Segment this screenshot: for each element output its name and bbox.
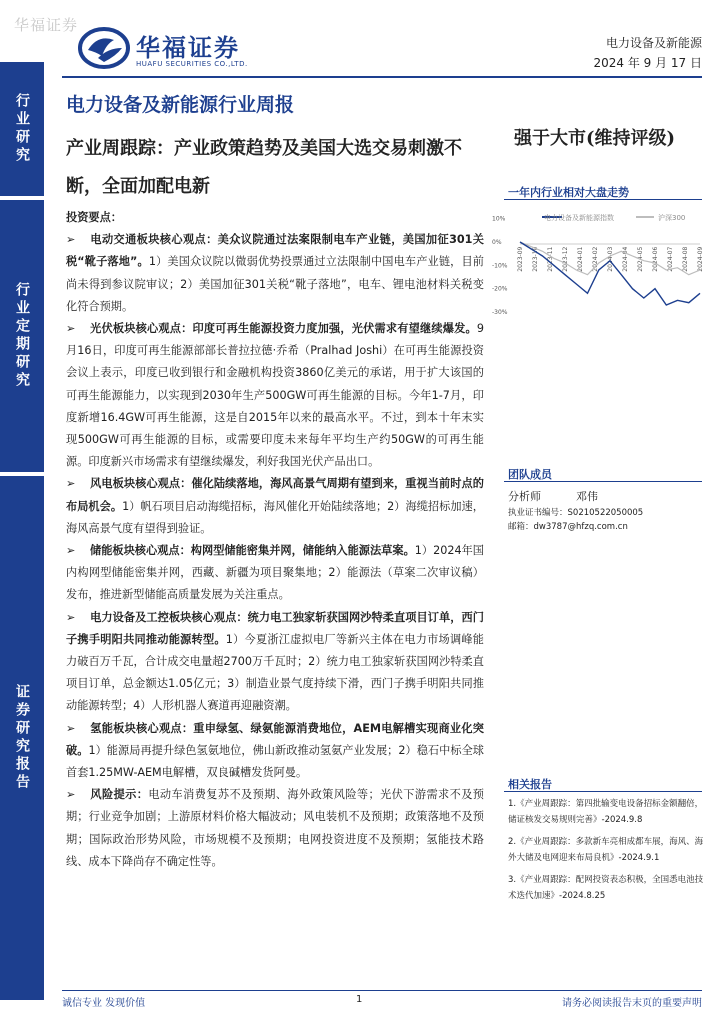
- key-point-text: 1）2024年国内构网型储能密集并网，西藏、新疆为项目聚集地；2）能源法（草案二次审议稿）发布，推进新型储能高质量发展为关注重点。: [66, 544, 484, 602]
- key-point-head: 风电板块核心观点：催化陆续落地，海风高景气周期有望到来，重视当前时点的布局机会。: [66, 477, 484, 513]
- y-tick-label: -30%: [492, 309, 508, 316]
- footer-divider: [62, 990, 702, 991]
- related-reports: [508, 796, 706, 904]
- key-point-head: 氢能板块核心观点：重申绿氢、绿氨能源消费地位，AEM电解槽实现商业化突破。: [66, 721, 484, 757]
- chart-heading: 一年内行业相对大盘走势: [508, 186, 629, 199]
- brand-name-en: HUAFU SECURITIES CO.,LTD.: [136, 60, 248, 68]
- key-point-head: 储能板块核心观点：构网型储能密集并网，储能纳入能源法草案。: [90, 544, 415, 558]
- y-tick-label: 0%: [492, 239, 502, 246]
- x-tick-label: 2024-02: [592, 246, 599, 272]
- bullet-arrow-icon: ➢: [66, 233, 76, 247]
- header-date: 2024 年 9 月 17 日: [593, 56, 702, 70]
- x-tick-label: 2024-06: [652, 246, 659, 272]
- related-heading-divider: [504, 791, 702, 792]
- analyst-role: 分析师: [508, 490, 541, 503]
- related-report-item[interactable]: 3.《产业周跟踪：配网投资表态积极，全国悉电池技术迭代加速》-2024.8.25: [508, 875, 704, 901]
- cert-number: S0210522050005: [567, 508, 644, 518]
- sidebar-mid-label: 行业定期研究: [14, 282, 30, 390]
- key-point-item: [66, 607, 484, 718]
- key-point-item: [66, 718, 484, 785]
- key-point-text: 1）帆石项目启动海缆招标，海风催化开始陆续落地；2）海缆招标加速，海风高景气度有望得到验证。: [66, 499, 484, 535]
- bullet-arrow-icon: ➢: [66, 477, 76, 491]
- email-row: [508, 520, 628, 532]
- page-number: 1: [356, 994, 363, 1005]
- huafu-logo-icon: [78, 26, 130, 70]
- team-heading-divider: [504, 481, 702, 482]
- legend-industry: 电力设备及新能源指数: [544, 214, 614, 222]
- rating: 强于大市(维持评级): [514, 128, 676, 149]
- header-divider: [62, 76, 702, 78]
- legend-csi300: 沪深300: [658, 214, 686, 222]
- x-tick-label: 2023-10: [532, 246, 539, 272]
- sidebar-mid: [0, 200, 44, 472]
- related-report-item[interactable]: 2.《产业周跟踪：多款新车亮相成都车展，海风、海外大储及电网迎来布局良机》-2024.9.1: [508, 837, 704, 863]
- key-point-item: [66, 473, 484, 540]
- watermark: 华福证券: [14, 16, 79, 34]
- bullet-arrow-icon: ➢: [66, 721, 76, 735]
- chart-heading-divider: [504, 199, 702, 200]
- x-tick-label: 2023-09: [517, 246, 524, 272]
- key-point-text: 1）今夏浙江虚拟电厂等新兴主体在电力市场调峰能力破百万千瓦，合计成交电量超2700万千瓦时；2）统力电工独家斩获国网沙特柔直项目订单，总金额达1.05亿元；3）制造业景气度持续下滑，西门子携手明阳共同推动能源转型；4）人形机器人赛道再迎融资潮。: [66, 632, 484, 713]
- x-tick-label: 2023-11: [547, 246, 554, 272]
- email-link[interactable]: dw3787@hfzq.com.cn: [533, 522, 628, 532]
- x-tick-label: 2023-12: [562, 246, 569, 272]
- sidebar-top: [0, 62, 44, 196]
- email-label: 邮箱：: [508, 522, 534, 532]
- key-point-text: 1）能源局再提升绿色氢氨地位，佛山新政推动氢氨产业发展；2）稳石中标全球首套1.25MW-AEM电解槽，双良碱槽发货阿曼。: [66, 743, 484, 780]
- bullet-arrow-icon: ➢: [66, 322, 76, 336]
- key-point-item: [66, 318, 484, 473]
- key-point-head: 电动交通板块核心观点：美众议院通过法案限制电车产业链，美国加征301关税“靴子落地”。: [66, 233, 484, 269]
- key-point-item: [66, 784, 484, 873]
- investment-highlights: [66, 207, 484, 873]
- related-heading: 相关报告: [508, 778, 552, 791]
- key-points-label: 投资要点：: [66, 211, 122, 224]
- key-point-item: [66, 229, 484, 318]
- x-tick-label: 2024-01: [577, 246, 584, 272]
- key-point-head: 光伏板块核心观点：印度可再生能源投资力度加强，光伏需求有望继续爆发。: [90, 322, 477, 336]
- x-tick-label: 2024-05: [637, 246, 644, 272]
- analyst-name: 邓伟: [576, 490, 598, 503]
- key-point-text: 1）美国众议院以微弱优势投票通过立法限制中国电车产业链，目前尚未得到参议院审议；2）美国加征301关税“靴子落地”，电车、锂电池材料关税变化符合预期。: [66, 255, 484, 313]
- related-report-item[interactable]: 1.《产业周跟踪：第四批输变电设备招标金额翻倍，储证核发交易规则完善》-2024.9.8: [508, 799, 704, 825]
- key-point-text: 电动车消费复苏不及预期、海外政策风险等；光伏下游需求不及预期；行业竞争加剧；上游原材料价格大幅波动；风电装机不及预期；政策落地不及预期；国际政治形势风险，市场规模不及预期；电网投资进度不及预期；氢能技术路线、成本下降尚存不确定性等。: [66, 788, 484, 868]
- y-tick-label: -20%: [492, 285, 508, 293]
- cert-label: 执业证书编号：: [508, 508, 568, 518]
- relative-performance-chart: [490, 208, 704, 322]
- footer-slogan: 诚信专业 发现价值: [62, 998, 146, 1009]
- bullet-arrow-icon: ➢: [66, 788, 76, 802]
- key-point-text: 9月16日，印度可再生能源部部长普拉拉德·乔希（Pralhad Joshi）在可再生能源投资会议上表示，印度已收到银行和金融机构投资3860亿美元的承诺，用于扩大该国的可再生能源能力，以实现到2030年生产500GW可再生能源的目标。今年1-7月，印度新增16.4GW可再生能源，这是自2015年以来的最高水平。不过，到本十年末实现500GW可再生能源的目标，或需要印度未来每年平均生产约50GW的可再生能源。印度新兴市场需求有望继续爆发，利好我国光伏产品出口。: [66, 322, 484, 469]
- cert-row: [508, 506, 643, 518]
- analyst-row: [508, 488, 598, 504]
- sidebar-top-label: 行业研究: [14, 93, 30, 165]
- y-tick-label: -10%: [492, 262, 508, 270]
- x-tick-label: 2024-04: [622, 246, 629, 272]
- x-tick-label: 2024-08: [682, 246, 689, 272]
- key-point-head: 电力设备及工控板块核心观点：统力电工独家斩获国网沙特柔直项目订单，西门子携手明阳共同推动能源转型。: [66, 610, 484, 646]
- footer-disclaimer: 请务必阅读报告末页的重要声明: [562, 998, 702, 1009]
- brand-name-cn: 华福证券: [136, 33, 240, 62]
- y-tick-label: 10%: [492, 215, 506, 223]
- key-point-head: 风险提示：: [90, 788, 149, 802]
- header-sector: 电力设备及新能源: [605, 36, 702, 50]
- x-tick-label: 2024-09: [697, 246, 704, 272]
- sidebar-bottom-label: 证券研究报告: [14, 684, 30, 792]
- sidebar-bottom: [0, 476, 44, 1000]
- bullet-arrow-icon: ➢: [66, 610, 76, 624]
- report-subtitle: 产业周跟踪：产业政策趋势及美国大选交易刺激不断，全面加配电新: [66, 138, 462, 197]
- x-tick-label: 2024-03: [607, 246, 614, 272]
- report-title: 电力设备及新能源行业周报: [66, 94, 295, 116]
- x-tick-label: 2024-07: [667, 246, 674, 272]
- key-point-item: [66, 540, 484, 607]
- bullet-arrow-icon: ➢: [66, 544, 76, 558]
- brand-logo: [78, 26, 278, 72]
- team-heading: 团队成员: [508, 468, 552, 481]
